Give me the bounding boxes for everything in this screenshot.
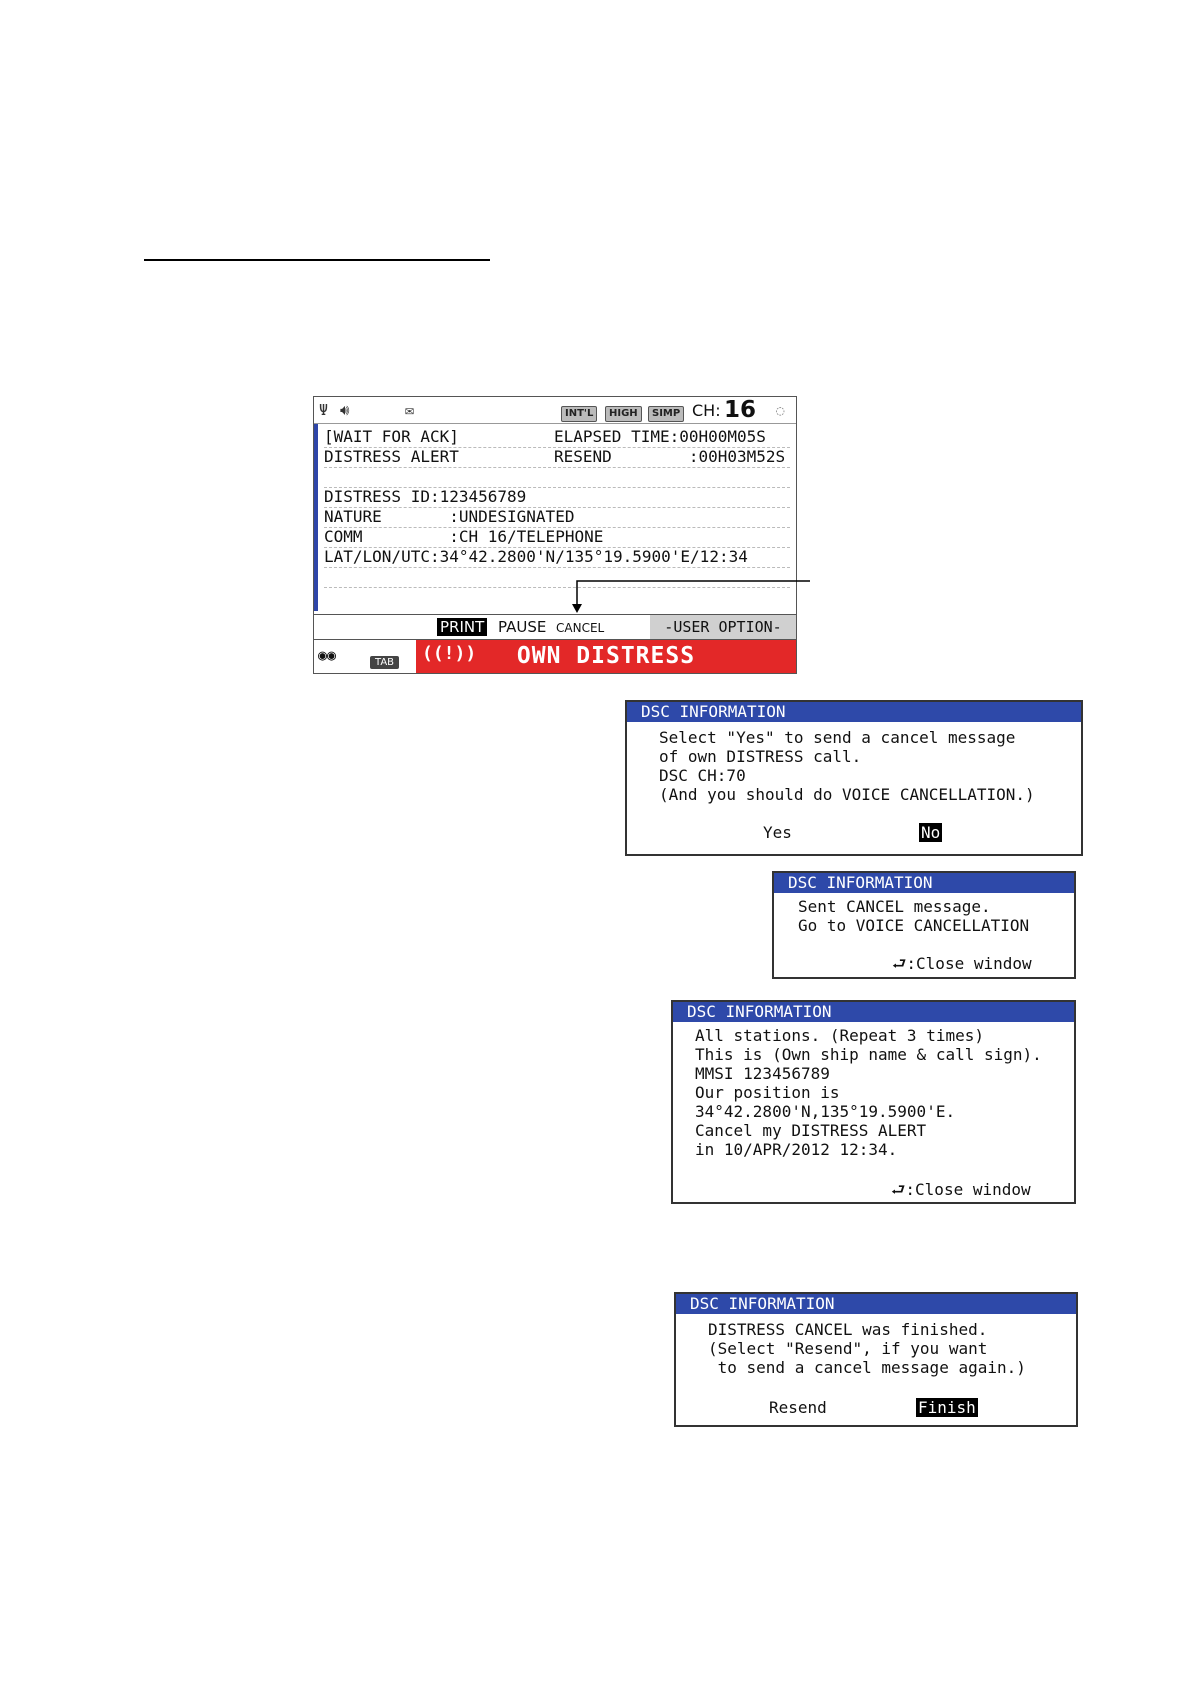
enter-key-icon: ⮐ [891,1180,906,1199]
dialog-title: DSC INFORMATION [774,873,1074,893]
envelope-icon: ✉ [405,401,415,419]
pause-softkey[interactable]: PAUSE [498,618,547,636]
busy-icon: ◌ [776,403,785,419]
intl-tag: INT'L [561,406,597,422]
dialog-cancel-confirm [625,700,1083,856]
enter-key-icon: ⮐ [892,954,907,973]
high-tag: HIGH [605,406,642,422]
dialog-cancel-sent [772,871,1076,979]
alert-type: DISTRESS ALERT [324,447,459,466]
tab-key[interactable]: TAB [370,656,399,669]
channel-value: 16 [724,397,757,423]
yes-button[interactable]: Yes [763,823,792,842]
lat-lon-utc: LAT/LON/UTC:34°42.2800'N/135°19.5900'E/12:34 [324,547,748,566]
resend-time: RESEND :00H03M52S [554,447,786,466]
user-option-button[interactable]: -USER OPTION- [650,615,796,639]
no-button[interactable]: No [921,823,941,842]
comm: COMM :CH 16/TELEPHONE [324,527,604,546]
dialog-body: DISTRESS CANCEL was finished. (Select "Resend", if you want to send a cancel message again.) [708,1320,1026,1377]
speaker-icon: 🔊︎ [340,401,350,419]
distress-icon: ((!)) [422,643,477,664]
print-softkey[interactable]: PRINT [437,618,487,636]
close-window-hint[interactable]: ⮐:Close window [892,954,1032,973]
channel-label: CH: [692,401,721,420]
close-window-hint[interactable]: ⮐:Close window [891,1180,1031,1199]
nature: NATURE :UNDESIGNATED [324,507,575,526]
finish-button[interactable]: Finish [918,1398,976,1417]
cancel-softkey[interactable]: CANCEL [556,621,605,635]
dialog-title: DSC INFORMATION [627,702,1081,722]
dialog-title: DSC INFORMATION [673,1002,1074,1022]
antenna-icon: Ψ [319,401,329,419]
resend-button[interactable]: Resend [769,1398,827,1417]
simp-tag: SIMP [648,406,684,422]
dialog-body: Select "Yes" to send a cancel message of own DISTRESS call. DSC CH:70 (And you should do VOICE CANCELLATION.) [659,728,1035,804]
distress-label: OWN DISTRESS [516,643,696,669]
status-line: [WAIT FOR ACK] [324,427,459,446]
dialog-body: All stations. (Repeat 3 times) This is (Own ship name & call sign). MMSI 123456789 Our position is 34°42.2800'N,135°19.5900'E. Cancel my DISTRESS ALERT in 10/APR/2012 12:34. [695,1026,1042,1159]
distress-id: DISTRESS ID:123456789 [324,487,527,506]
knob-icon: ◉◉ [318,646,337,664]
dialog-cancel-finished [674,1292,1078,1427]
dialog-body: Sent CANCEL message. Go to VOICE CANCELLATION [798,897,1030,935]
dialog-voice-cancel [671,1000,1076,1204]
elapsed-time: ELAPSED TIME:00H00M05S [554,427,766,446]
dialog-title: DSC INFORMATION [676,1294,1076,1314]
